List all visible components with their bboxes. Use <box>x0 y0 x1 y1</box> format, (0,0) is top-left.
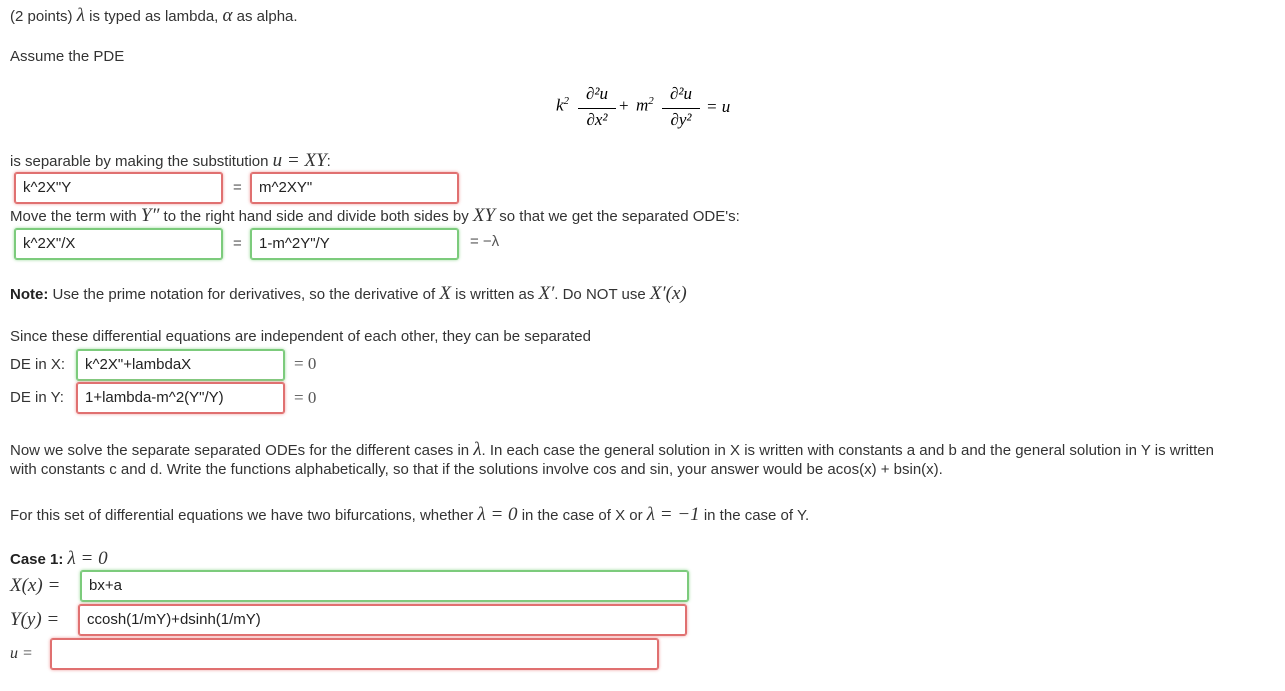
X-of-x-label: X(x) = <box>10 575 61 596</box>
separable-colon: : <box>326 153 331 170</box>
separable-text: is separable by making the substitution <box>10 153 273 170</box>
case-1-math: λ = 0 <box>67 548 108 569</box>
row2-equals: = <box>233 235 242 252</box>
answer-input-X-of-x[interactable]: bx+a <box>80 570 689 602</box>
de-x-label: DE in X: <box>10 356 66 373</box>
pde-k-exp: 2 <box>563 95 570 107</box>
note-text-1: Use the prime notation for derivatives, so the derivative of <box>48 286 440 303</box>
solve-line-2: with constants c and d. Write the functions alphabetically, so that if the solutions involve cos and sin, your answer would be acos(x) + bsin(x). <box>10 461 943 478</box>
answer-input-row2-left[interactable]: k^2X"/X <box>14 228 223 260</box>
move-text-3: so that we get the separated ODE's: <box>495 208 740 225</box>
note-text-3: . Do NOT use <box>554 286 650 303</box>
bifurcation-line <box>10 504 809 526</box>
answer-input-de-y[interactable]: 1+lambda-m^2(Y"/Y) <box>76 382 285 414</box>
note-label: Note: <box>10 286 49 303</box>
alpha-symbol: α <box>222 5 233 26</box>
note-line <box>10 283 687 305</box>
answer-input-Y-of-y[interactable]: ccosh(1/mY)+dsinh(1/mY) <box>78 604 687 636</box>
y-double-prime: Y″ <box>140 205 160 226</box>
fraction-x <box>578 84 616 138</box>
note-text-2: is written as <box>450 286 539 303</box>
substitution-math: u = XY <box>272 150 327 171</box>
solve-text-1a: Now we solve the separate separated ODEs for the different cases in <box>10 442 474 459</box>
case-1-heading <box>10 548 108 570</box>
answer-input-row2-right[interactable]: 1-m^2Y"/Y <box>250 228 459 260</box>
bif-text-1: For this set of differential equations we have two bifurcations, whether <box>10 507 478 524</box>
lambda-symbol: λ <box>76 5 85 26</box>
assume-text: Assume the PDE <box>10 48 125 65</box>
fraction-x-bar <box>578 108 616 109</box>
pde-m: m <box>636 95 649 115</box>
move-text-2: to the right hand side and divide both sides by <box>159 208 473 225</box>
pde-plus: + <box>619 96 629 115</box>
fraction-y-denominator: ∂y² <box>670 110 692 129</box>
solve-line-1 <box>10 439 1214 461</box>
bif-text-3: in the case of Y. <box>699 507 810 524</box>
note-x-prime: X′ <box>538 283 555 304</box>
since-text: Since these differential equations are independent of each other, they can be separated <box>10 328 591 345</box>
de-x-equals-zero: = 0 <box>294 354 317 373</box>
bif-math-1: λ = 0 <box>477 504 518 525</box>
note-x: X <box>439 283 451 304</box>
fraction-x-numerator: ∂²u <box>586 84 608 103</box>
de-y-label: DE in Y: <box>10 389 64 406</box>
note-x-prime-of-x: X′(x) <box>649 283 687 304</box>
intro-text-1: is typed as lambda, <box>84 8 223 25</box>
pde-k: k <box>556 95 564 115</box>
solve-lambda: λ <box>473 439 482 460</box>
answer-input-u[interactable] <box>50 638 659 670</box>
answer-input-de-x[interactable]: k^2X"+lambdaX <box>76 349 285 381</box>
xy-math: XY <box>472 205 496 226</box>
intro-text-2: as alpha. <box>232 8 298 25</box>
pde-rhs: = u <box>706 97 731 116</box>
bif-math-2: λ = −1 <box>646 504 700 525</box>
solve-text-1b: . In each case the general solution in X is written with constants a and b and the general solution in Y is written <box>481 442 1214 459</box>
separable-line <box>10 150 331 172</box>
fraction-y-numerator: ∂²u <box>670 84 692 103</box>
answer-input-row1-right[interactable]: m^2XY" <box>250 172 459 204</box>
row1-equals: = <box>233 179 242 196</box>
points-line <box>10 5 298 27</box>
Y-of-y-label: Y(y) = <box>10 609 60 630</box>
row2-neg-lambda: = −λ <box>470 233 500 250</box>
move-text-1: Move the term with <box>10 208 141 225</box>
u-label: u = <box>10 645 33 662</box>
pde-m-exp: 2 <box>648 95 654 107</box>
fraction-x-denominator: ∂x² <box>586 110 608 129</box>
move-line <box>10 205 740 227</box>
de-y-equals-zero: = 0 <box>294 388 317 407</box>
answer-input-row1-left[interactable]: k^2X"Y <box>14 172 223 204</box>
fraction-y <box>662 84 700 138</box>
bif-text-2: in the case of X or <box>517 507 647 524</box>
case-1-label: Case 1: <box>10 551 64 568</box>
fraction-y-bar <box>662 108 700 109</box>
points-label: (2 points) <box>10 8 73 25</box>
